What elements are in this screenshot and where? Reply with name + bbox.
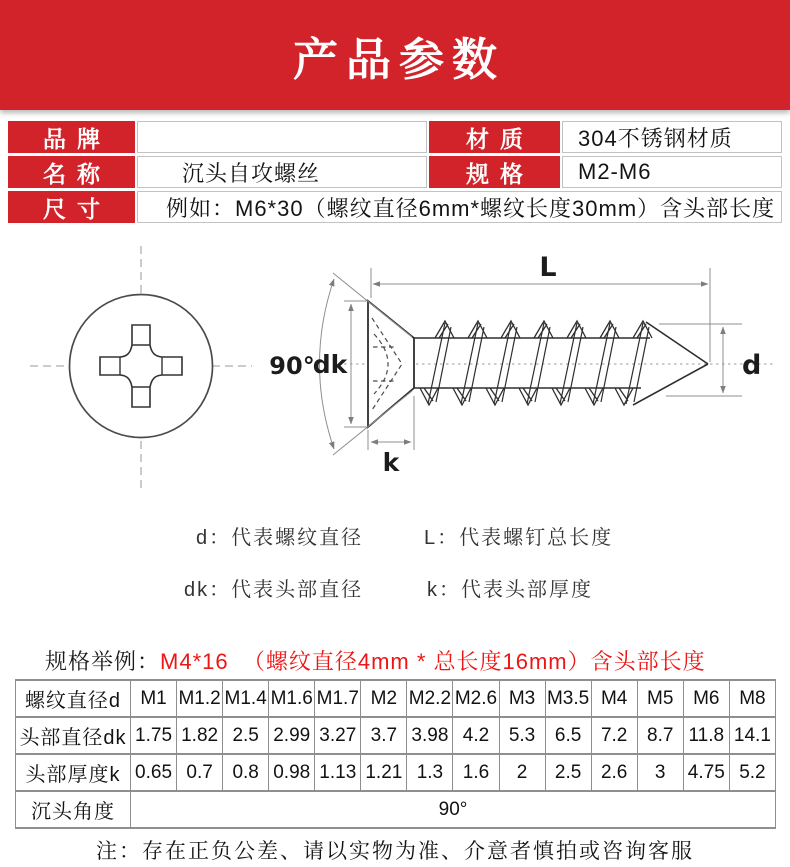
spec-cell: 5.2 [729, 754, 775, 791]
spec-cell: M2.2 [407, 680, 453, 717]
spec-cell: 3.7 [361, 717, 407, 754]
brand-label: 品牌 [8, 121, 135, 153]
spec-cell: M5 [637, 680, 683, 717]
spec-cell: 6.5 [545, 717, 591, 754]
spec-cell: 0.7 [177, 754, 223, 791]
spec-cell: M1.4 [223, 680, 269, 717]
spec-row-thread-diameter [16, 680, 776, 717]
spec-cell: 2.6 [591, 754, 637, 791]
spec-example-prefix: 规格举例： [45, 649, 161, 674]
spec-cell: 5.3 [499, 717, 545, 754]
page-title: 产品参数 [292, 33, 505, 85]
spec-cell: 1.13 [315, 754, 361, 791]
screw-side-view [269, 252, 774, 477]
length-dimension [371, 252, 710, 362]
spec-cell: 0.65 [131, 754, 177, 791]
angle-label: 90° [269, 352, 315, 380]
spec-angle-cell: 90° [131, 791, 776, 828]
spec-row-countersink-angle [16, 791, 776, 828]
spec-table [15, 679, 776, 829]
spec-label: 规格 [429, 156, 560, 188]
spec-cell: 2.99 [269, 717, 315, 754]
spec-cell: 4.75 [683, 754, 729, 791]
brand-value [137, 121, 427, 153]
screw-technical-drawing [0, 238, 790, 500]
name-value: 沉头自攻螺丝 [137, 156, 427, 188]
spec-cell: 0.98 [269, 754, 315, 791]
product-params-banner [0, 0, 790, 110]
name-label: 名称 [8, 156, 135, 188]
row-label: 头部直径dk [16, 717, 131, 754]
spec-cell: 3.27 [315, 717, 361, 754]
spec-cell: M4 [591, 680, 637, 717]
spec-cell: M1.2 [177, 680, 223, 717]
spec-cell: 2 [499, 754, 545, 791]
spec-cell: 8.7 [637, 717, 683, 754]
spec-row-head-thickness [16, 754, 776, 791]
note-text: 注：存在正负公差、请以实物为准、介意者慎拍或咨询客服 [96, 840, 694, 863]
head-thickness-label: k [382, 448, 400, 477]
size-label: 尺寸 [8, 191, 135, 223]
screw-top-view [30, 246, 252, 492]
spec-cell: M3 [499, 680, 545, 717]
spec-cell: 3 [637, 754, 683, 791]
spec-cell: M1 [131, 680, 177, 717]
spec-value: M2-M6 [562, 156, 782, 188]
length-label: L [539, 252, 557, 283]
spec-cell: 2.5 [223, 717, 269, 754]
thread-teeth-bottom [420, 388, 633, 405]
spec-cell: 3.98 [407, 717, 453, 754]
head-diameter-label: dk [312, 350, 348, 379]
spec-cell: 0.8 [223, 754, 269, 791]
spec-cell: 1.82 [177, 717, 223, 754]
size-value: 例如：M6*30（螺纹直径6mm*螺纹长度30mm）含头部长度 [137, 191, 782, 223]
row-label: 头部厚度k [16, 754, 131, 791]
spec-example-highlight: M4*16 （螺纹直径4mm * 总长度16mm）含头部长度 [160, 649, 706, 674]
thread-diameter-label: d [742, 350, 762, 381]
row-label: 螺纹直径d [16, 680, 131, 717]
spec-cell: 14.1 [729, 717, 775, 754]
spec-cell: M8 [729, 680, 775, 717]
spec-cell: 2.5 [545, 754, 591, 791]
spec-cell: M3.5 [545, 680, 591, 717]
row-label: 沉头角度 [16, 791, 131, 828]
spec-cell: 4.2 [453, 717, 499, 754]
spec-cell: M1.6 [269, 680, 315, 717]
spec-example-line [45, 645, 706, 676]
material-label: 材质 [429, 121, 560, 153]
spec-cell: 1.21 [361, 754, 407, 791]
legend-thread-diameter: d：代表螺纹直径 [196, 527, 364, 549]
spec-cell: 1.6 [453, 754, 499, 791]
info-table [8, 121, 782, 223]
legend-head-thickness: k：代表头部厚度 [427, 579, 593, 601]
spec-cell: 1.75 [131, 717, 177, 754]
spec-cell: 1.3 [407, 754, 453, 791]
spec-cell: 11.8 [683, 717, 729, 754]
spec-cell: M2 [361, 680, 407, 717]
spec-cell: 7.2 [591, 717, 637, 754]
spec-cell: M6 [683, 680, 729, 717]
material-value: 304不锈钢材质 [562, 121, 782, 153]
legend-total-length: L：代表螺钉总长度 [424, 527, 614, 549]
spec-cell: M1.7 [315, 680, 361, 717]
legend-head-diameter: dk：代表头部直径 [184, 579, 364, 601]
head-diameter-dimension [313, 301, 367, 427]
spec-row-head-diameter [16, 717, 776, 754]
spec-cell: M2.6 [453, 680, 499, 717]
